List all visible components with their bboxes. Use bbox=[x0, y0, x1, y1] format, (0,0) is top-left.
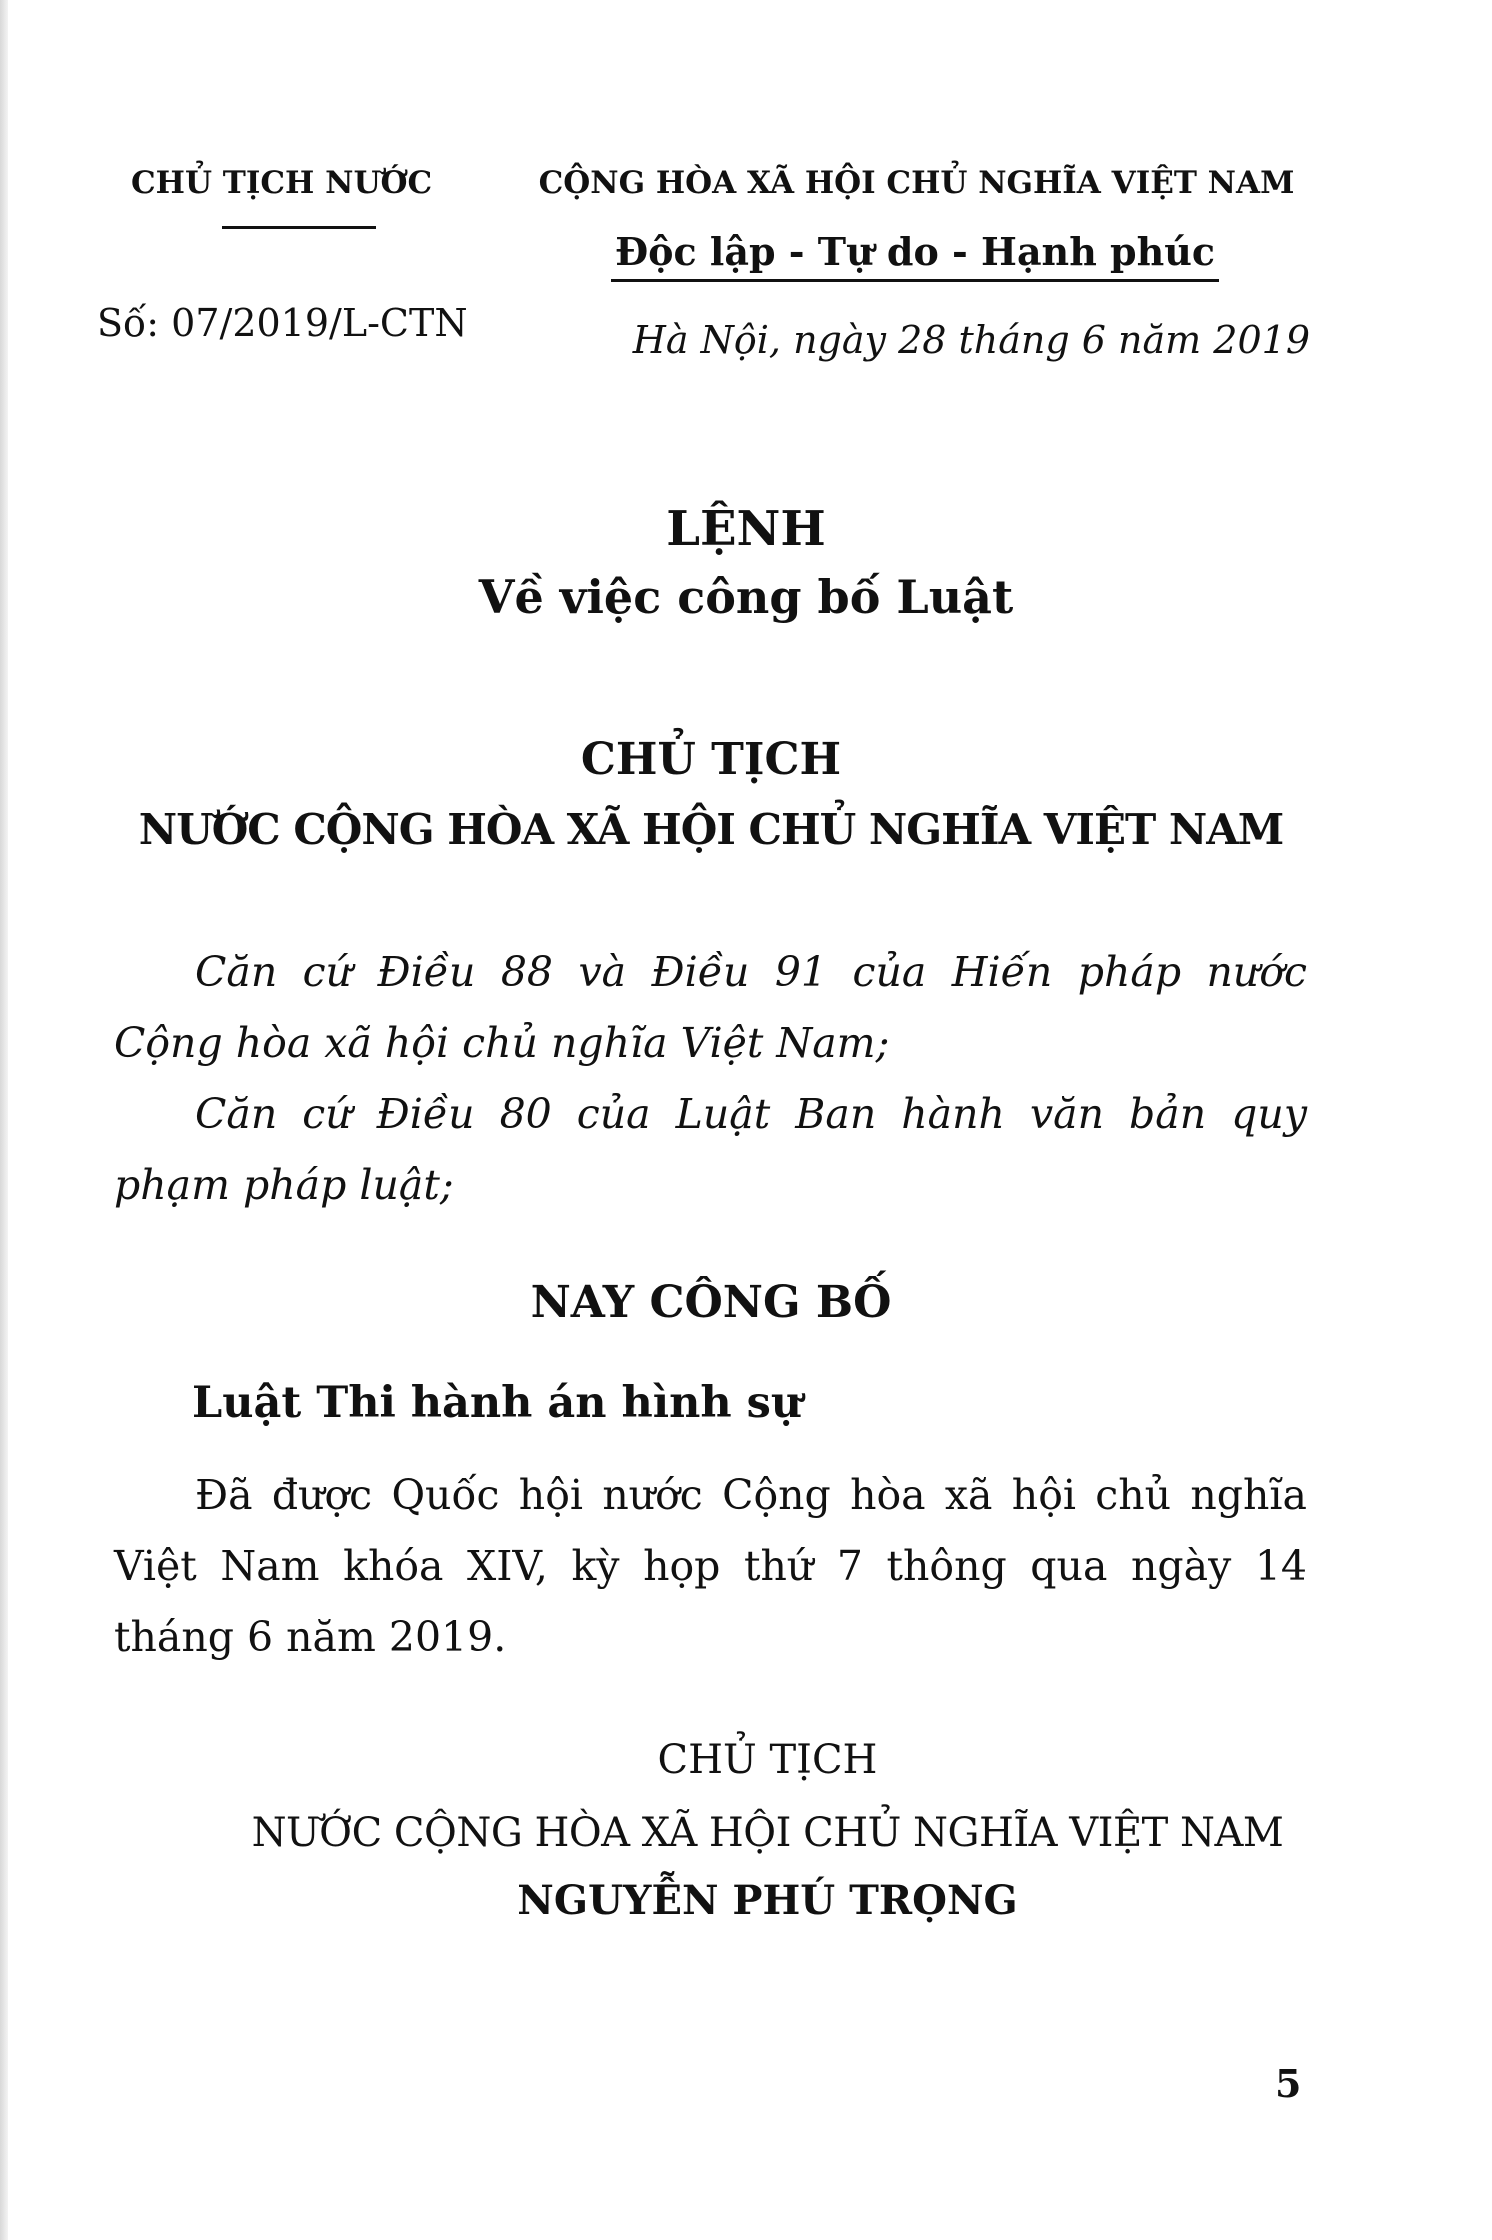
motto-underline bbox=[611, 279, 1219, 282]
signatory-name: NGUYỄN PHÚ TRỌNG bbox=[517, 1877, 1018, 1924]
issuer-underline bbox=[222, 226, 376, 229]
document-number: Số: 07/2019/L-CTN bbox=[97, 301, 468, 345]
adoption-line: tháng 6 năm 2019. bbox=[114, 1613, 507, 1661]
page-number: 5 bbox=[1275, 2061, 1302, 2106]
page-edge bbox=[0, 0, 8, 2240]
issuer-heading: CHỦ TỊCH NƯỚC bbox=[131, 165, 433, 201]
document-title: LỆNH bbox=[666, 501, 826, 557]
adoption-line: Việt Nam khóa XIV, kỳ họp thứ 7 thông qua ngày 14 bbox=[114, 1542, 1307, 1590]
place-date: Hà Nội, ngày 28 tháng 6 năm 2019 bbox=[632, 318, 1310, 362]
adoption-line: Đã được Quốc hội nước Cộng hòa xã hội chủ nghĩa bbox=[195, 1471, 1307, 1519]
authority-name: NƯỚC CỘNG HÒA XÃ HỘI CHỦ NGHĨA VIỆT NAM bbox=[138, 805, 1284, 854]
authority-title: CHỦ TỊCH bbox=[580, 734, 842, 785]
basis-line: phạm pháp luật; bbox=[114, 1161, 454, 1209]
signature-title: CHỦ TỊCH bbox=[657, 1737, 878, 1783]
motto: Độc lập - Tự do - Hạnh phúc bbox=[614, 229, 1216, 274]
document-subtitle: Về việc công bố Luật bbox=[478, 570, 1014, 624]
legal-basis bbox=[114, 937, 1307, 1221]
basis-line: Căn cứ Điều 88 và Điều 91 của Hiến pháp nước bbox=[195, 948, 1307, 996]
basis-line: Căn cứ Điều 80 của Luật Ban hành văn bản quy bbox=[195, 1090, 1307, 1138]
proclaim-heading: NAY CÔNG BỐ bbox=[530, 1277, 892, 1328]
signature-office: NƯỚC CỘNG HÒA XÃ HỘI CHỦ NGHĨA VIỆT NAM bbox=[251, 1810, 1284, 1856]
country-heading: CỘNG HÒA XÃ HỘI CHỦ NGHĨA VIỆT NAM bbox=[538, 165, 1295, 201]
adoption-text bbox=[114, 1460, 1307, 1673]
basis-line: Cộng hòa xã hội chủ nghĩa Việt Nam; bbox=[114, 1019, 890, 1067]
law-name: Luật Thi hành án hình sự bbox=[192, 1378, 803, 1428]
